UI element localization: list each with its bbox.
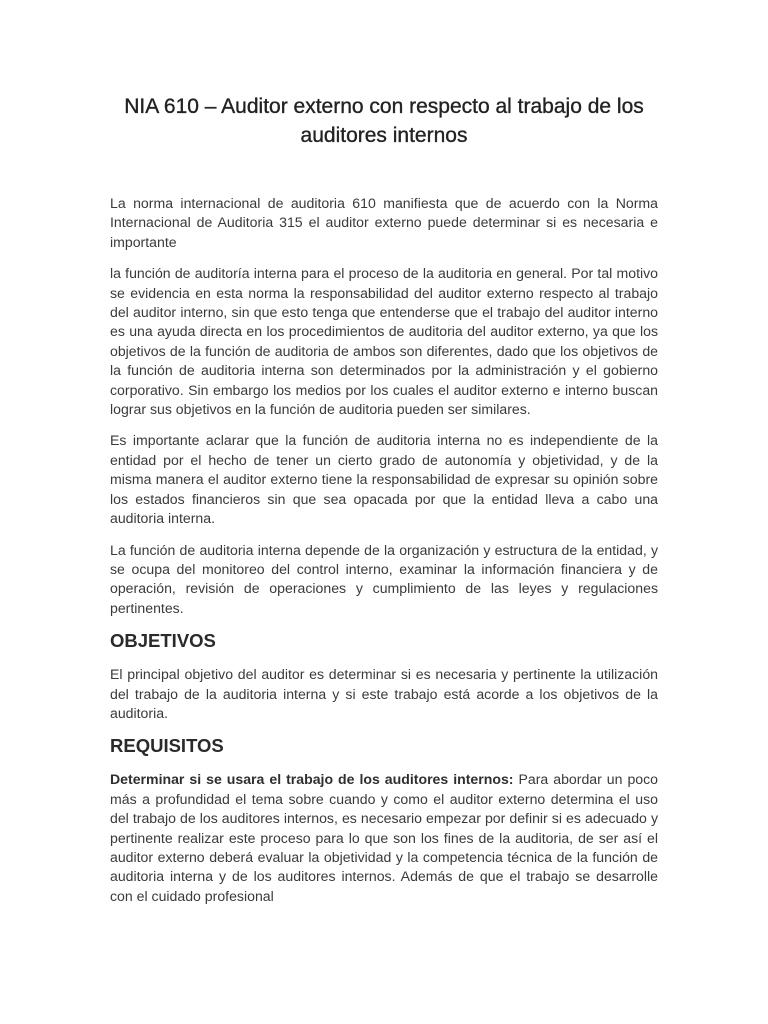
paragraph-funcion-auditoria: la función de auditoría interna para el proceso de la auditoria en general. Por tal motivo se evidencia en esta norma la responsabilidad del auditor externo respecto al trabajo del auditor interno, sin que esto tenga que entenderse que el trabajo del auditor interno es una ayuda directa en los procedimientos de auditoria del auditor externo, ya que los objetivos de la función de auditoria de ambos son diferentes, dado que los objetivos de la función de auditoria interna son determinados por la administración y el gobierno corporativo. Sin embargo los medios por los cuales el auditor externo e interno buscan lograr sus objetivos en la función de auditoria pueden ser similares. (110, 265, 658, 418)
document-title: NIA 610 – Auditor externo con respecto al trabajo de los auditores internos (124, 95, 644, 147)
requisitos-heading: REQUISITOS (110, 735, 224, 757)
requisitos-lead-in: Determinar si se usara el trabajo de los auditores internos: (110, 771, 514, 788)
objetivos-paragraph: El principal objetivo del auditor es determinar si es necesaria y pertinente la utilización del trabajo de la auditoria interna y si este trabajo está acorde a los objetivos de la auditoria. (110, 666, 658, 721)
requisitos-paragraph (110, 770, 658, 906)
paragraph-organizacion: La función de auditoria interna depende de la organización y estructura de la entidad, y se ocupa del monitoreo del control interno, examinar la información financiera y de operación, revisión de operaciones y cumplimiento de las leyes y regulaciones pertinentes. (110, 541, 658, 616)
paragraph-independencia: Es importante aclarar que la función de auditoria interna no es independiente de la entidad por el hecho de tener un cierto grado de autonomía y objetividad, y de la misma manera el auditor externo tiene la responsabilidad de expresar su opinión sobre los estados financieros sin que sea opacada por que la entidad lleva a cabo una auditoria interna. (110, 432, 658, 527)
document-page (110, 92, 658, 918)
paragraph-intro: La norma internacional de auditoria 610 manifiesta que de acuerdo con la Norma Internacional de Auditoria 315 el auditor externo puede determinar si es necesaria e importante (110, 195, 658, 250)
requisitos-text: Para abordar un poco más a profundidad el tema sobre cuando y como el auditor externo determina el uso del trabajo de los auditores internos, es necesario empezar por definir si es adecuado y pertinente realizar este proceso para lo que son los fines de la auditoria, de ser así el auditor externo deberá evaluar la objetividad y la competencia técnica de la función de auditoria interna y de los auditores internos. Además de que el trabajo se desarrolle con el cuidado profesional (110, 771, 659, 904)
objetivos-heading: OBJETIVOS (110, 630, 216, 652)
